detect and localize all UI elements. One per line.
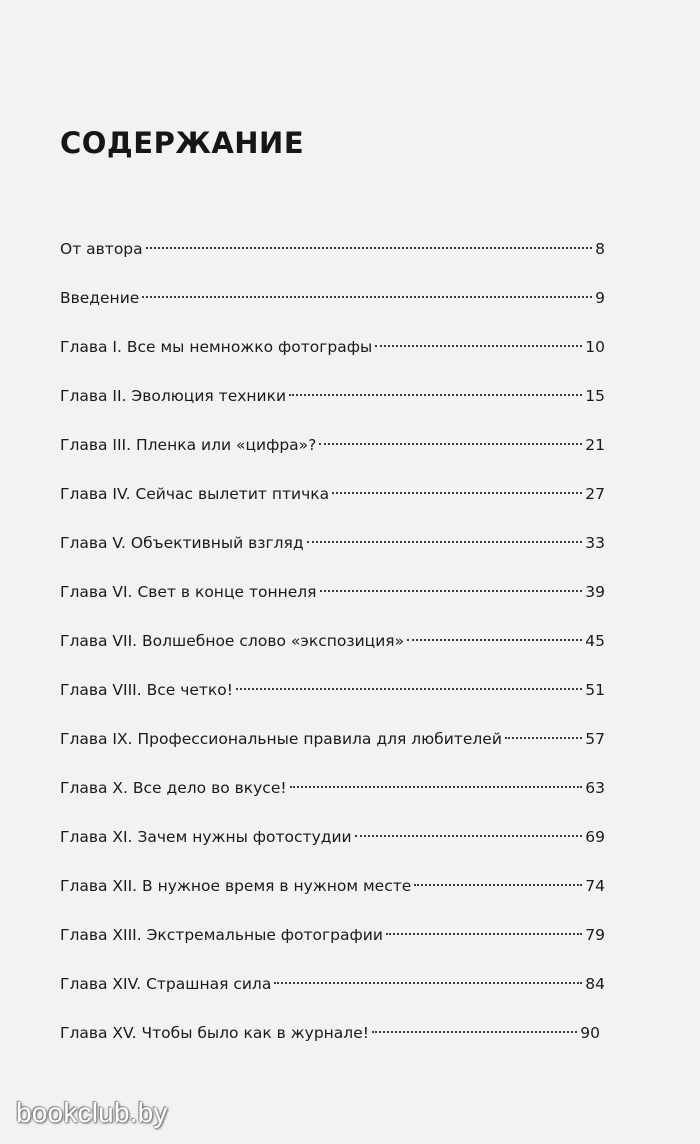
dot-leader bbox=[414, 884, 582, 886]
dot-leader bbox=[332, 492, 582, 494]
toc-entry-chapter-15 bbox=[60, 1020, 605, 1069]
dot-leader bbox=[274, 982, 582, 984]
dot-leader bbox=[407, 639, 582, 641]
dot-leader bbox=[307, 541, 583, 543]
toc-page-number: 8 bbox=[595, 240, 605, 258]
toc-page-number: 39 bbox=[585, 583, 605, 601]
dot-leader bbox=[289, 394, 582, 396]
toc-entry-chapter-10 bbox=[60, 775, 605, 824]
toc-entry-title: Глава I. Все мы немножко фотографы bbox=[60, 338, 373, 356]
toc-entry-chapter-1 bbox=[60, 334, 605, 383]
table-of-contents bbox=[60, 236, 605, 1069]
toc-entry-title: Глава XII. В нужное время в нужном месте bbox=[60, 877, 412, 895]
dot-leader bbox=[319, 443, 582, 445]
toc-entry-title: Глава VI. Свет в конце тоннеля bbox=[60, 583, 317, 601]
toc-entry-chapter-6 bbox=[60, 579, 605, 628]
toc-entry-chapter-11 bbox=[60, 824, 605, 873]
toc-entry-title: От автора bbox=[60, 240, 143, 258]
toc-entry-chapter-12 bbox=[60, 873, 605, 922]
toc-entry-introduction bbox=[60, 285, 605, 334]
toc-page-number: 27 bbox=[585, 485, 605, 503]
toc-entry-title: Глава XIII. Экстремальные фотографии bbox=[60, 926, 383, 944]
toc-page-number: 63 bbox=[585, 779, 605, 797]
watermark-logo: bookclub.by bbox=[16, 1097, 168, 1128]
dot-leader bbox=[290, 786, 583, 788]
dot-leader bbox=[142, 296, 592, 298]
toc-entry-chapter-3 bbox=[60, 432, 605, 481]
toc-page-number: 74 bbox=[585, 877, 605, 895]
toc-entry-title: Глава IV. Сейчас вылетит птичка bbox=[60, 485, 330, 503]
toc-entry-title: Глава III. Пленка или «цифра»? bbox=[60, 436, 317, 454]
toc-page-number: 84 bbox=[585, 975, 605, 993]
toc-entry-author-foreword bbox=[60, 236, 605, 285]
dot-leader bbox=[146, 247, 592, 249]
toc-page-number: 45 bbox=[585, 632, 605, 650]
toc-entry-title: Глава XIV. Страшная сила bbox=[60, 975, 272, 993]
toc-page-number: 51 bbox=[585, 681, 605, 699]
toc-entry-chapter-13 bbox=[60, 922, 605, 971]
dot-leader bbox=[320, 590, 583, 592]
dot-leader bbox=[236, 688, 582, 690]
toc-entry-title: Глава VII. Волшебное слово «экспозиция» bbox=[60, 632, 405, 650]
toc-page-number: 33 bbox=[585, 534, 605, 552]
dot-leader bbox=[505, 737, 582, 739]
toc-page-number: 15 bbox=[585, 387, 605, 405]
toc-page-number: 69 bbox=[585, 828, 605, 846]
toc-entry-chapter-2 bbox=[60, 383, 605, 432]
dot-leader bbox=[375, 345, 582, 347]
toc-entry-title: Глава II. Эволюция техники bbox=[60, 387, 287, 405]
dot-leader bbox=[372, 1031, 577, 1033]
toc-entry-chapter-4 bbox=[60, 481, 605, 530]
toc-entry-chapter-8 bbox=[60, 677, 605, 726]
toc-entry-title: Глава XV. Чтобы было как в журнале! bbox=[60, 1024, 369, 1042]
toc-page-number: 21 bbox=[585, 436, 605, 454]
toc-entry-title: Глава VIII. Все четко! bbox=[60, 681, 233, 699]
toc-page-number: 10 bbox=[585, 338, 605, 356]
toc-entry-chapter-5 bbox=[60, 530, 605, 579]
toc-entry-chapter-9 bbox=[60, 726, 605, 775]
toc-entry-title: Глава XI. Зачем нужны фотостудии bbox=[60, 828, 352, 846]
toc-page-number: 79 bbox=[585, 926, 605, 944]
toc-page-number: 57 bbox=[585, 730, 605, 748]
toc-entry-title: Глава IX. Профессиональные правила для любителей bbox=[60, 730, 502, 748]
toc-entry-title: Введение bbox=[60, 289, 140, 307]
toc-entry-chapter-14 bbox=[60, 971, 605, 1020]
toc-page-number: 9 bbox=[595, 289, 605, 307]
toc-entry-chapter-7 bbox=[60, 628, 605, 677]
toc-entry-title: Глава V. Объективный взгляд bbox=[60, 534, 304, 552]
page-title: СОДЕРЖАНИЕ bbox=[60, 126, 305, 160]
toc-page-number: 90 bbox=[580, 1024, 600, 1042]
dot-leader bbox=[386, 933, 582, 935]
toc-entry-title: Глава X. Все дело во вкусе! bbox=[60, 779, 287, 797]
dot-leader bbox=[355, 835, 583, 837]
